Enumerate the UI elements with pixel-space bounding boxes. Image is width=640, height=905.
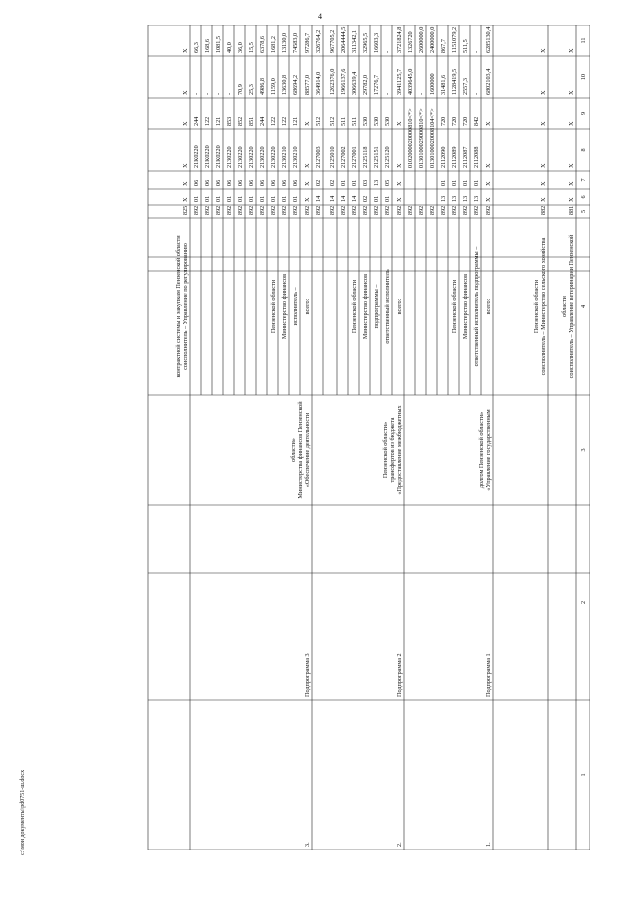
table-cell: 2125118 bbox=[362, 146, 369, 168]
table-cell: 97286,7 bbox=[304, 32, 311, 53]
table-cell: 2130220 bbox=[237, 146, 244, 168]
table-cell: 892 bbox=[440, 205, 447, 215]
table-cell: X bbox=[568, 48, 575, 53]
table-cell: 364914,0 bbox=[315, 71, 322, 95]
header-cell: 7 bbox=[580, 178, 587, 182]
table-cell: 892 bbox=[204, 205, 211, 215]
table-cell: 122 bbox=[204, 116, 211, 126]
table-cell: - bbox=[473, 92, 480, 95]
table-cell: X bbox=[540, 163, 547, 168]
table-cell: Пензенской области» bbox=[382, 421, 389, 479]
table-cell: 892 bbox=[226, 205, 233, 215]
table-cell: 13 bbox=[473, 195, 480, 202]
header-cell: 11 bbox=[580, 37, 587, 44]
table-cell: - bbox=[384, 92, 391, 95]
table-cell: 967705,2 bbox=[329, 29, 336, 53]
table-cell: области» bbox=[290, 438, 297, 462]
table-cell: 01 bbox=[384, 195, 391, 202]
table-cell: X bbox=[485, 181, 492, 186]
table-cell: соисполнитель – Управление по регулированию bbox=[182, 243, 189, 370]
table-cell: 06 bbox=[226, 179, 233, 186]
table-cell: трансфертов из бюджета bbox=[389, 417, 396, 483]
table-cell: 13130,0 bbox=[281, 32, 288, 53]
table-cell: Министерство финансов bbox=[362, 273, 369, 340]
footer-file-path: c:\мои документы\pd0751-ш.docx bbox=[20, 769, 26, 855]
table-cell: 14 bbox=[351, 195, 358, 202]
table-cell: 14 bbox=[340, 195, 347, 202]
table-cell: 32965,5 bbox=[362, 32, 369, 53]
table-cell: 13 bbox=[440, 195, 447, 202]
table-cell: 01 bbox=[226, 195, 233, 202]
table-cell: Министерства финансов Пензенской bbox=[297, 401, 304, 499]
table-cell: 2127003 bbox=[315, 146, 322, 168]
table-cell: X bbox=[304, 197, 311, 202]
table-cell: 2130220 bbox=[226, 146, 233, 168]
table-cell: 892 bbox=[215, 205, 222, 215]
table-cell: Пензенской области bbox=[451, 279, 458, 334]
table-cell: - bbox=[418, 92, 425, 95]
table-cell: 13 bbox=[462, 195, 469, 202]
table-cell: 2130210 bbox=[281, 146, 288, 168]
table-cell: 02 bbox=[315, 179, 322, 186]
table-cell: 36,0 bbox=[237, 42, 244, 53]
table-cell: X bbox=[540, 197, 547, 202]
table-cell: Пензенской области bbox=[351, 279, 358, 334]
table-cell: 06 bbox=[259, 179, 266, 186]
table-cell: 881 bbox=[568, 205, 575, 215]
table-cell: X bbox=[396, 197, 403, 202]
table-cell: 892 bbox=[340, 205, 347, 215]
table-cell: области bbox=[561, 296, 568, 317]
table-cell: 2125151 bbox=[373, 146, 380, 168]
table-cell: 892 bbox=[315, 205, 322, 215]
table-cell: Подпрограмма 3 bbox=[304, 653, 311, 697]
table-cell: 511 bbox=[351, 116, 358, 126]
table-cell: - bbox=[226, 92, 233, 95]
table-cell: 01 bbox=[340, 179, 347, 186]
header-cell: 2 bbox=[580, 600, 587, 605]
table-cell: 01 bbox=[451, 179, 458, 186]
table-cell: 1128419,5 bbox=[451, 68, 458, 95]
table-cell: 01 bbox=[215, 195, 222, 202]
table-cell: 1262376,0 bbox=[329, 68, 336, 95]
table-cell: 122 bbox=[270, 116, 277, 126]
table-cell: 21К0220 bbox=[215, 145, 222, 168]
table-cell: Министерство финансов bbox=[281, 273, 288, 340]
table-cell: 511 bbox=[340, 116, 347, 126]
table-cell: ответственный исполнитель подпрограммы – bbox=[473, 246, 480, 367]
table-cell: 66,3 bbox=[193, 42, 200, 53]
table-cell: 2557,3 bbox=[462, 77, 469, 95]
table-cell: 892 bbox=[237, 205, 244, 215]
table-cell: 311342,1 bbox=[351, 30, 358, 53]
table-cell: 01 bbox=[204, 195, 211, 202]
table-cell: соисполнитель – Управление ветеринарии Пензенской bbox=[568, 234, 575, 379]
table-cell: 867,7 bbox=[440, 39, 447, 53]
header-cell: 6 bbox=[580, 195, 587, 199]
page-number: 4 bbox=[318, 12, 322, 21]
table-cell: X bbox=[485, 197, 492, 202]
table-cell: 0130100029000810<*> bbox=[418, 108, 425, 168]
table-cell: X bbox=[568, 90, 575, 95]
table-cell: 892 bbox=[373, 205, 380, 215]
budget-table bbox=[55, 25, 590, 850]
table-cell: X bbox=[396, 163, 403, 168]
table-cell: 70,9 bbox=[237, 84, 244, 95]
table-cell: 122 bbox=[281, 116, 288, 126]
header-cell: 9 bbox=[580, 111, 587, 116]
table-cell: 05 bbox=[384, 179, 391, 186]
table-cell: - bbox=[193, 92, 200, 95]
table-cell: 2112088 bbox=[473, 146, 480, 168]
table-cell: X bbox=[182, 121, 189, 126]
table-cell: X bbox=[540, 48, 547, 53]
table-cell: 326764,2 bbox=[315, 29, 322, 53]
table-cell: - bbox=[215, 92, 222, 95]
table-cell: 892 bbox=[473, 205, 480, 215]
table-cell: 892 bbox=[407, 205, 414, 215]
table-cell: 06 bbox=[204, 179, 211, 186]
table-cell: Пензенской области bbox=[270, 279, 277, 334]
table-cell: 825 bbox=[182, 205, 189, 215]
table-cell: 06 bbox=[248, 179, 255, 186]
table-cell: 168,6 bbox=[204, 39, 211, 53]
table-cell: 17276,7 bbox=[373, 74, 380, 95]
table-cell: 2130210 bbox=[292, 146, 299, 168]
header-cell: 4 bbox=[580, 304, 587, 309]
table-cell: 244 bbox=[193, 116, 200, 126]
table-cell: 21К0220 bbox=[193, 145, 200, 168]
table-cell: 3. bbox=[304, 842, 311, 847]
table-cell: исполнитель – bbox=[292, 287, 299, 326]
table-cell: 06 bbox=[193, 179, 200, 186]
table-cell: всего: bbox=[485, 298, 492, 315]
table-cell: 892 bbox=[396, 205, 403, 215]
table-cell: 29782,0 bbox=[362, 74, 369, 95]
table-cell: X bbox=[304, 121, 311, 126]
header-cell: 10 bbox=[580, 73, 587, 81]
table-cell: 0130100020008104<*> bbox=[429, 108, 436, 168]
table-cell: X bbox=[182, 48, 189, 53]
table-cell: 892 bbox=[384, 205, 391, 215]
table-cell: 892 bbox=[462, 205, 469, 215]
table-cell: X bbox=[396, 181, 403, 186]
table-cell: 06 bbox=[215, 179, 222, 186]
table-cell: соисполнитель – Министерство сельского хозяйства bbox=[540, 237, 547, 376]
table-cell: X bbox=[540, 90, 547, 95]
table-cell: 244 bbox=[259, 116, 266, 126]
table-cell: 892 bbox=[485, 205, 492, 215]
table-cell: 13 bbox=[451, 195, 458, 202]
table-cell: X bbox=[304, 181, 311, 186]
table-cell: 2130220 bbox=[248, 146, 255, 168]
table-cell: 892 bbox=[418, 205, 425, 215]
table-cell: 720 bbox=[440, 116, 447, 126]
table-cell: 01 bbox=[193, 195, 200, 202]
table-cell: 882 bbox=[540, 205, 547, 215]
table-cell: 6378,6 bbox=[259, 35, 266, 53]
table-cell: «Обеспечение деятельности bbox=[304, 412, 311, 488]
table-cell: X bbox=[568, 121, 575, 126]
table-cell: 720 bbox=[462, 116, 469, 126]
table-cell: X bbox=[304, 163, 311, 168]
table-cell: 892 bbox=[304, 205, 311, 215]
table-cell: 01 bbox=[281, 195, 288, 202]
header-cell: 1 bbox=[580, 773, 587, 777]
table-cell: 892 bbox=[259, 205, 266, 215]
table-cell: 2. bbox=[396, 842, 403, 847]
table-cell: X bbox=[485, 121, 492, 126]
table-cell: X bbox=[396, 121, 403, 126]
table-cell: 530 bbox=[384, 116, 391, 126]
table-cell: 892 bbox=[351, 205, 358, 215]
table-cell: 6285130,4 bbox=[485, 26, 492, 53]
table-cell: контрактной системы и закупкам Пензенской области bbox=[175, 235, 182, 378]
table-cell: 892 bbox=[281, 205, 288, 215]
table-cell: 892 bbox=[292, 205, 299, 215]
table-cell: Подпрограмма 2 bbox=[396, 653, 403, 697]
table-cell: 121 bbox=[292, 116, 299, 126]
table-cell: Пензенской области bbox=[533, 279, 540, 334]
table-cell: 14 bbox=[315, 195, 322, 202]
table-cell: 06 bbox=[281, 179, 288, 186]
table-cell: 3941125,7 bbox=[396, 68, 403, 95]
table-cell: 530 bbox=[373, 116, 380, 126]
table-cell: 892 bbox=[270, 205, 277, 215]
table-cell: 530 bbox=[362, 116, 369, 126]
table-cell: 852 bbox=[237, 116, 244, 126]
table-cell: 2125010 bbox=[329, 146, 336, 168]
table-cell: 21К0220 bbox=[204, 145, 211, 168]
table-cell: 306639,4 bbox=[351, 71, 358, 95]
budget-table-svg bbox=[55, 25, 590, 850]
table-cell: X bbox=[182, 181, 189, 186]
table-cell: 74583,0 bbox=[292, 32, 299, 53]
table-cell: 1600000 bbox=[429, 73, 436, 95]
table-cell: Министерство финансов bbox=[462, 273, 469, 340]
table-cell: 3721824,8 bbox=[396, 26, 403, 53]
table-cell: 25,3 bbox=[248, 84, 255, 95]
table-cell: 2600000,0 bbox=[418, 26, 425, 53]
table-cell: 06 bbox=[237, 179, 244, 186]
table-cell: X bbox=[568, 181, 575, 186]
table-cell: 4986,8 bbox=[259, 77, 266, 95]
table-cell: 2112087 bbox=[462, 146, 469, 168]
table-cell: 892 bbox=[362, 205, 369, 215]
table-cell: 01 bbox=[473, 179, 480, 186]
table-cell: X bbox=[568, 163, 575, 168]
table-cell: 720 bbox=[451, 116, 458, 126]
table-cell: 4039645,0 bbox=[407, 68, 414, 95]
table-cell: 01 bbox=[373, 195, 380, 202]
table-cell: 01 bbox=[351, 179, 358, 186]
table-cell: 2130220 bbox=[259, 146, 266, 168]
table-cell: - bbox=[473, 50, 480, 53]
table-cell: 1. bbox=[485, 842, 492, 847]
table-cell: 2127001 bbox=[351, 146, 358, 168]
table-cell: «Предоставление межбюджетных bbox=[396, 405, 403, 495]
table-cell: 512 bbox=[315, 116, 322, 126]
table-cell: 13 bbox=[373, 179, 380, 186]
table-cell: 16603,3 bbox=[373, 32, 380, 53]
table-cell: 1681,2 bbox=[270, 35, 277, 53]
table-cell: 01 bbox=[248, 195, 255, 202]
table-cell: 88577,0 bbox=[304, 74, 311, 95]
table-cell: 03 bbox=[362, 179, 369, 186]
table-cell: - bbox=[384, 50, 391, 53]
table-cell: 01 bbox=[292, 195, 299, 202]
table-cell: 2127002 bbox=[340, 146, 347, 168]
table-cell: 853 bbox=[226, 116, 233, 126]
table-cell: 511,5 bbox=[462, 39, 469, 53]
table-cell: 02 bbox=[329, 179, 336, 186]
table-cell: 2112090 bbox=[440, 146, 447, 168]
table-cell: 2125120 bbox=[384, 146, 391, 168]
table-cell: 1326720 bbox=[407, 31, 414, 53]
table-cell: долгом Пензенской области» bbox=[478, 411, 485, 489]
header-cell: 3 bbox=[580, 448, 587, 452]
table-cell: 01 bbox=[440, 179, 447, 186]
table-cell: 892 bbox=[451, 205, 458, 215]
table-cell: Подпрограмма 1 bbox=[485, 653, 492, 697]
table-cell: 2130220 bbox=[270, 146, 277, 168]
table-cell: 01 bbox=[237, 195, 244, 202]
table-cell: 2112089 bbox=[451, 146, 458, 168]
table-cell: X bbox=[182, 197, 189, 202]
table-cell: 1159,0 bbox=[270, 78, 277, 95]
table-cell: 01 bbox=[259, 195, 266, 202]
table-cell: 2400000,0 bbox=[429, 26, 436, 53]
header-cell: 8 bbox=[580, 148, 587, 152]
table-cell: 06 bbox=[292, 179, 299, 186]
table-cell: 1081,5 bbox=[215, 35, 222, 53]
table-cell: всего: bbox=[304, 298, 311, 315]
table-cell: всего: bbox=[396, 298, 403, 315]
table-cell: 0102000020000810<*> bbox=[407, 108, 414, 168]
table-cell: 512 bbox=[329, 116, 336, 126]
table-cell: 892 bbox=[429, 205, 436, 215]
table-cell: 1966137,6 bbox=[340, 68, 347, 95]
table-cell: 02 bbox=[362, 195, 369, 202]
table-cell: 842 bbox=[473, 116, 480, 126]
table-cell: 40,0 bbox=[226, 42, 233, 53]
table-cell: ответственный исполнитель bbox=[384, 269, 391, 344]
table-cell: 851 bbox=[248, 116, 255, 126]
table-cell: 6802103,4 bbox=[485, 68, 492, 95]
table-cell: X bbox=[540, 181, 547, 186]
table-cell: 15,5 bbox=[248, 42, 255, 53]
table-cell: X bbox=[485, 163, 492, 168]
table-cell: X bbox=[568, 197, 575, 202]
table-cell: 31481,6 bbox=[440, 74, 447, 95]
table-cell: 06 bbox=[270, 179, 277, 186]
table-cell: X bbox=[540, 121, 547, 126]
table-cell: 13630,8 bbox=[281, 74, 288, 95]
table-cell: 01 bbox=[270, 195, 277, 202]
table-cell: X bbox=[182, 90, 189, 95]
table-cell: 1151079,2 bbox=[451, 26, 458, 53]
table-cell: «Управление государственным bbox=[485, 409, 492, 491]
table-cell: X bbox=[182, 163, 189, 168]
header-cell: 5 bbox=[580, 209, 587, 214]
table-cell: 14 bbox=[329, 195, 336, 202]
table-cell: 68694,2 bbox=[292, 74, 299, 95]
table-cell: 892 bbox=[193, 205, 200, 215]
table-cell: - bbox=[204, 92, 211, 95]
table-cell: 892 bbox=[329, 205, 336, 215]
table-cell: 2064444,5 bbox=[340, 26, 347, 53]
table-cell: 121 bbox=[215, 116, 222, 126]
table-cell: 01 bbox=[462, 179, 469, 186]
table-cell: подпрограммы – bbox=[373, 284, 380, 329]
table-cell: 892 bbox=[248, 205, 255, 215]
